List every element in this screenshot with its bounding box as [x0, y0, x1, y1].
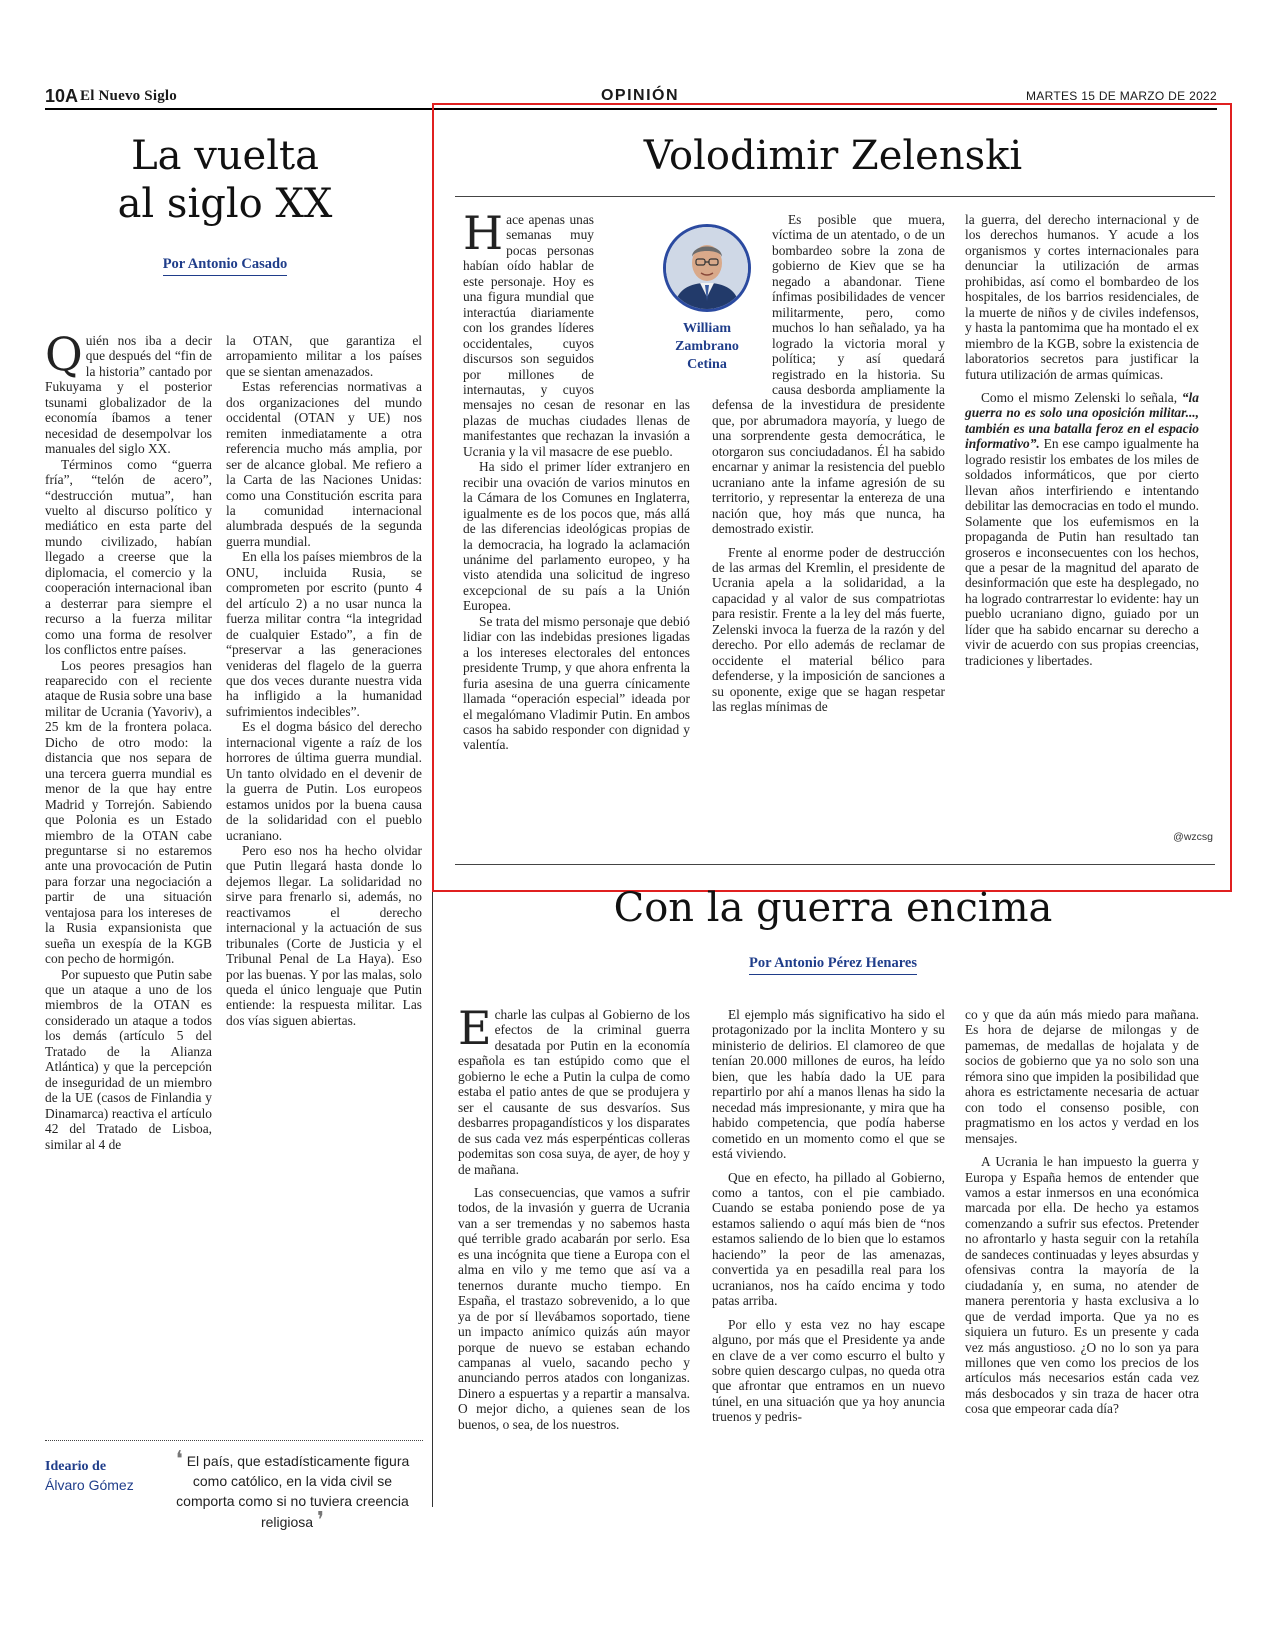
paragraph: Ha sido el primer líder extranjero en recibir una ovación de varios minutos en la Cámara de los Comunes en Inglaterra, igualmente es de los pocos que, más allá de las diferencias ideológicas propias de la democracia, ha logrado la aclamación unánime del parlamento europeo, y ha visto atendida una solicitud de ingreso excepcional de su país a la Unión Europea. — [463, 459, 690, 614]
main-article-end-rule — [455, 864, 1215, 865]
section-title: OPINIÓN — [600, 87, 680, 104]
main-article-col-2 — [712, 212, 945, 715]
paragraph: Por ello y esta vez no hay escape alguno, por más que el Presidente ya ande en clave de a ver como escurro el bulto y sobre quien descargo culpas, no queda otra que afrontar que entramos en un nuevo túnel, en una situación que ya hoy anuncia truenos y pedris- — [712, 1316, 945, 1425]
left-article-title — [60, 132, 390, 228]
main-title-rule — [455, 196, 1215, 197]
left-article-byline: Por Antonio Casado — [60, 256, 390, 273]
paragraph: Echarle las culpas al Gobierno de los efectos de la criminal guerra desatada por Putin en la economía española es tan estúpido como que el gobierno le eche a Putin la culpa de como estaba el patio antes de que se produjera y ser el causante de sus desvaríos. Sus desbarres propagandísticos y los disparates de sus cada vez más esperpénticas colleras podemitas son cosa suya, de ayer, de hoy y de mañana. — [458, 1001, 690, 1177]
paragraph: A Ucrania le han impuesto la guerra y Europa y España hemos de entender que vamos a estar inmersos en una económica marcada por ella. De hecho ya estamos comenzando a sufrir sus efectos. Pretender no afrontarlo y hasta seguir con la retahíla de sandeces continuadas y leyes absurdas y ofensivas contra la mayoría de la ciudadanía y, en suma, no atender de manera perentoria y hasta exclusiva a lo que de verdad importa. Que ya no es siquiera un futuro. Es un presente y cada vez más angustioso. ¿O no lo son ya para millones que ven como los precios de los artículos más necesarios están cada vez más desbocados y sin traza de hacer otra cosa que empeorar cada día? — [965, 1154, 1199, 1417]
left-article-col-2 — [226, 333, 422, 1028]
drop-cap: E — [458, 1001, 492, 1055]
paragraph: Las consecuencias, que vamos a sufrir todos, de la invasión y guerra de Ucrania van a ser tremendas y no sabemos hasta qué terrible grado acabarán por serlo. Esa es una incógnita que tiene a Europa con el alma en vilo y me temo que así va a tenernos durante mucho tiempo. En España, el trastazo sobrevenido, a lo que ya de por sí llevábamos soportado, tiene un impacto anímico quizás aún mayor porque de nuevo se estaban echando campanas al vuelo, sacando pecho y anunciando perros atados con longanizas. Dinero a espuertas y a repartir a mansalva. O mejor dicho, a quienes sean de los buenos, o sea, de los nuestros. — [458, 1184, 690, 1432]
paragraph: En ella los países miembros de la ONU, incluida Rusia, se comprometen por escrito (punto 4 del artículo 2) a no usar nunca la fuerza militar contra “la integridad de cualquier Estado”, a fin de “preservar a las generaciones venideras del flagelo de la guerra que dos veces durante nuestra vida ha infligido a la humanidad sufrimientos indecibles”. — [226, 549, 422, 719]
issue-date: MARTES 15 DE MARZO DE 2022 — [1026, 89, 1217, 103]
author-twitter-handle: @wzcsg — [1173, 831, 1213, 843]
paragraph: Como el mismo Zelenski lo señala, “la guerra no es solo una oposición militar..., también es una batalla feroz en el espacio informativo”. En ese campo igualmente ha logrado resistir los embates de los miles de soldados informáticos, que por cierto llevan años interfiriendo e intentando debilitar las democracias en todo el mundo. Solamente que los eufemismos en la propaganda de Putin han resultado tan groseros e inconsecuentes con los hechos, que a pesar de la magnitud del aparato de desinformación que este ha desplegado, no ha logrado contrarrestar lo evidente: hay un pueblo ucraniano digno, guiado por un líder que ha sabido encarnar su derecho a vivir de acuerdo con sus propias creencias, tradiciones y libertades. — [965, 389, 1199, 668]
ideario-quote: ❛ El país, que estadísticamente figura como católico, en la vida civil se comporta como si no tuviera creencia religiosa ❜ — [175, 1447, 410, 1533]
paragraph: Hace apenas unas semanas muy pocas personas habían oído hablar de este personaje. Hoy es una figura mundial que interactúa diariamente con los grandes líderes occidentales, cuyos discursos son seguidos por millones de internautas, y cuyos mensajes no cesan de resonar en las plazas de muchas ciudades llenas de manifestantes que rechazan la invasión a Ucrania y la vil masacre de ese pueblo. — [463, 206, 690, 459]
author-name: William Zambrano Cetina — [675, 321, 739, 372]
paragraph: Que en efecto, ha pillado al Gobierno, como a tantos, con el pie cambiado. Cuando se estaba poniendo pose de ya estamos saliendo o aquí más bien de “nos estamos saliendo de lo bien que lo estamos haciendo” la peor de las amenazas, convertida ya en pesadilla real para los ucranianos, nos ha caído encima y todo patas arriba. — [712, 1169, 945, 1309]
left-article-col-1 — [45, 327, 212, 1152]
ideario-author: Álvaro Gómez — [45, 1477, 134, 1493]
paragraph: Se trata del mismo personaje que debió lidiar con las indebidas presiones ligadas a los intereses electorales del entonces presidente Trump, y que ahora enfrenta la furia asesina de una guerra cínicamente llamada “operación especial” ideada por el megalómano Vladimir Putin. En ambos casos ha sabido responder con dignidad y valentía. — [463, 613, 690, 753]
paragraph: Términos como “guerra fría”, “telón de acero”, “destrucción mutua”, han vuelto al discurso político y mediático en esta parte del mundo civilizado, habían llegado a creerse que la diplomacia, el comercio y la cooperación internacional iban a desterrar para siempre el recurso a la fuerza militar como una forma de resolver los conflictos entre países. — [45, 456, 212, 658]
bottom-article-col-2 — [712, 1007, 945, 1425]
quote-text: “la guerra no es solo una oposición militar..., también es una batalla feroz en el espacio informativo”. — [965, 389, 1199, 452]
main-article-title: Volodimir Zelenski — [643, 133, 1023, 179]
paragraph: co y que da aún más miedo para mañana. Es hora de dejarse de milongas y de pamemas, de medallas de hojalata y de socios de gobierno que ya no solo son una rémora sino que impiden la posibilidad que ahora es estrictamente necesaria de actuar con todo el consenso posible, con pragmatismo en los actos y verdad en los mensajes. — [965, 1007, 1199, 1146]
paragraph: la OTAN, que garantiza el arropamiento militar a los países que se sientan amenazados. — [226, 333, 422, 379]
page-number: 10A — [45, 86, 79, 106]
drop-cap: Q — [45, 327, 83, 381]
publication-name: El Nuevo Siglo — [80, 88, 177, 104]
close-quote-icon: ❜ — [316, 1508, 325, 1533]
bottom-article-title: Con la guerra encima — [613, 885, 1053, 931]
paragraph: Pero eso nos ha hecho olvidar que Putin llegará hasta donde lo dejemos llegar. La solidaridad no sirve para frenarlo si, además, no reactivamos el derecho internacional y la actuación de sus tribunales (Corte de Justicia y el Tribunal Penal de La Haya). Eso por las buenas. Y por las malas, solo queda el único lenguaje que Putin entiende: la respuesta militar. Las dos vías siguen abiertas. — [226, 842, 422, 1028]
paragraph: Es el dogma básico del derecho internacional vigente a raíz de los horrores de última guerra mundial. Un tanto olvidado en el devenir de la guerra de Putin. Los europeos estamos unidos por la buena causa de la solidaridad con el pueblo ucraniano. — [226, 719, 422, 843]
main-article-col-1 — [463, 206, 690, 753]
left-title-line-1: La vuelta — [131, 133, 319, 179]
bottom-article-col-1 — [458, 1001, 690, 1432]
bottom-article-byline: Por Antonio Pérez Henares — [450, 955, 1216, 972]
left-title-line-2: al siglo XX — [117, 181, 333, 227]
paragraph: Los peores presagios han reaparecido con el reciente ataque de Rusia sobre una base militar de Ucrania (Yavoriv), a 25 km de la frontera polaca. Dicho de otro modo: la distancia que nos separa de una tercera guerra mundial es menor de la que hay entre Madrid y Torrejón. Sabiendo que Polonia es un Estado miembro de la OTAN cabe preguntarse si no estaremos ante una provocación de Putin para forzar una negociación a partir de una situación ventajosa para los intereses de la Rusia expansionista que sueña un exespía de la KGB con pecho de hormigón. — [45, 657, 212, 967]
bottom-article-col-3 — [965, 1007, 1199, 1417]
ideario-label: Ideario de — [45, 1459, 107, 1474]
paragraph: Quién nos iba a decir que después del “fin de la historia” cantado por Fukuyama y el posterior tsunami globalizador de la economía íbamos a tener necesidad de desempolvar los manuales del siglo XX. — [45, 327, 212, 457]
paragraph: Frente al enorme poder de destrucción de las armas del Kremlin, el presidente de Ucrania apela a la solidaridad, a la capacidad y al valor de sus compatriotas para resistir. Frente a la ley del más fuerte, Zelenski invoca la fuerza de la razón y del derecho. Por ello además de reclamar de occidente el material bélico para defenderse, y la imposición de sanciones a su oponente, exige que se hagan respetar las reglas mínimas de — [712, 544, 945, 715]
paragraph: El ejemplo más significativo ha sido el protagonizado por la inclita Montero y su ministerio de delirios. El clamoreo de que tenían 20.000 millones de euros, ha leído bien, que les había dado la UE para repartirlo por ahí a manos llenas ha sido la necedad más impresionante, y mira que ha habido competencia, que podía haberse cometido en un momento como el que se está viviendo. — [712, 1007, 945, 1162]
main-article-col-3 — [965, 212, 1199, 668]
paragraph: Por supuesto que Putin sabe que un ataque a uno de los miembros de la OTAN es considerado un ataque a todos los demás (artículo 5 del Tratado de la Alianza Atlántica) y que la percepción de inseguridad de un miembro de la UE (casos de Finlandia y Dinamarca) reactiva el artículo 42 del Tratado de Lisboa, similar al 4 de — [45, 966, 212, 1152]
ideario-divider — [45, 1440, 423, 1441]
drop-cap: H — [463, 206, 504, 260]
open-quote-icon: ❛ — [175, 1447, 183, 1472]
paragraph: Estas referencias normativas a dos organizaciones del mundo occidental (OTAN y UE) nos remiten inmediatamente a otra referencia mucho más amplia, por ser de alcance global. Me refiero a la Carta de las Naciones Unidas: como una Constitución escrita para la comunidad internacional alumbrada después de la segunda guerra mundial. — [226, 379, 422, 549]
paragraph: Es posible que muera, víctima de un atentado, o de un bombardeo sobre la zona de gobierno de Kiev que se ha negado a abandonar. Tiene ínfimas posibilidades de vencer militarmente, pero, como muchos lo han señalado, ya ha logrado la victoria moral y política; y así quedará registrado en la historia. Su causa desborda ampliamente la defensa de la investidura de presidente que, por abrumadora mayoría, y luego de una sorprendente gesta democrática, le otorgaron sus conciudadanos. Él ha sabido encarnar y animar la resistencia del pueblo ucraniano ante la infame agresión de su territorio, y representar la entereza de una nación que, hoy más que nunca, ha demostrado existir. — [712, 212, 945, 537]
paragraph: la guerra, del derecho internacional y de los derechos humanos. Y acude a los organismos y cortes internacionales para denunciar la utilización de armas prohibidas, así como el bombardeo de los hospitales, de los barrios residenciales, de la muerte de niños y de civiles indefensos, y hasta la pantomima que ha montado el ex miembro de la KGB, sobre la existencia de laboratorios secretos para justificar la futura utilización de armas químicas. — [965, 212, 1199, 382]
